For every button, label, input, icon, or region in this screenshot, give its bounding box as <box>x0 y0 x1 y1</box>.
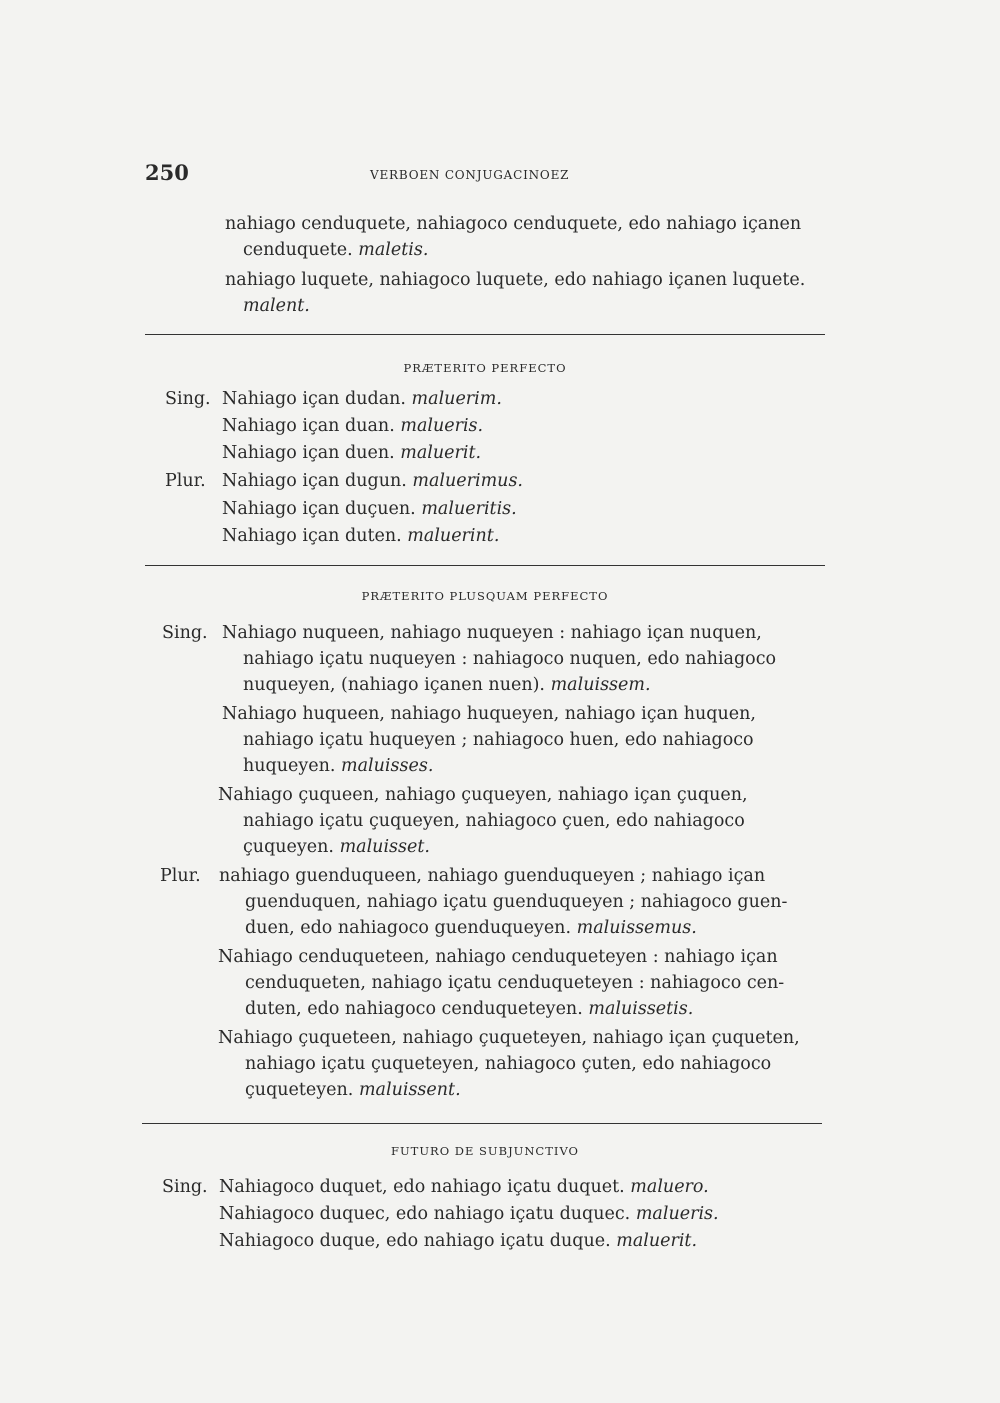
text-line: duten, edo nahiagoco cenduqueteyen. maluissetis. <box>245 999 694 1019</box>
plur-label: Plur. <box>165 471 206 491</box>
text-line: çuqueteyen. maluissent. <box>245 1080 461 1100</box>
running-title: VERBOEN CONJUGACINOEZ <box>370 168 570 182</box>
text-line: Nahiagoco duque, edo nahiago içatu duque. maluerit. <box>219 1231 698 1251</box>
section-divider <box>142 1123 822 1124</box>
sing-label: Sing. <box>165 389 211 409</box>
section-heading: PRÆTERITO PLUSQUAM PERFECTO <box>361 589 609 603</box>
text-line: guenduquen, nahiago içatu guenduqueyen ; nahiagoco guen- <box>245 892 788 912</box>
text-line: Nahiago içan duen. maluerit. <box>222 443 482 463</box>
section-heading: PRÆTERITO PERFECTO <box>403 361 567 375</box>
section-divider <box>145 565 825 566</box>
text-line: Nahiago çuqueen, nahiago çuqueyen, nahiago içan çuquen, <box>218 785 748 805</box>
text-line: huqueyen. maluisses. <box>243 756 434 776</box>
text-line: Nahiagoco duquec, edo nahiago içatu duquec. malueris. <box>219 1204 719 1224</box>
section-divider <box>145 334 825 335</box>
text-line: malent. <box>243 296 310 316</box>
sing-label: Sing. <box>162 623 208 643</box>
text-line: Nahiagoco duquet, edo nahiago içatu duquet. maluero. <box>219 1177 709 1197</box>
text-line: Nahiago cenduqueteen, nahiago cenduqueteyen : nahiago içan <box>218 947 778 967</box>
text-line: Nahiago nuqueen, nahiago nuqueyen : nahiago içan nuquen, <box>222 623 762 643</box>
text-line: nahiago luquete, nahiagoco luquete, edo nahiago içanen luquete. <box>225 270 806 290</box>
text-line: Nahiago çuqueteen, nahiago çuqueteyen, nahiago içan çuqueten, <box>218 1028 800 1048</box>
page-header <box>145 160 825 190</box>
text-line: cenduquete. maletis. <box>243 240 429 260</box>
page-number: 250 <box>145 160 189 185</box>
text-line: nahiago içatu nuqueyen : nahiagoco nuquen, edo nahiagoco <box>243 649 777 669</box>
text-line: Nahiago huqueen, nahiago huqueyen, nahiago içan huquen, <box>222 704 756 724</box>
text-line: nuqueyen, (nahiago içanen nuen). maluissem. <box>243 675 651 695</box>
text-line: nahiago içatu çuqueteyen, nahiagoco çuten, edo nahiagoco <box>245 1054 772 1074</box>
text-line: Nahiago içan duten. maluerint. <box>222 526 500 546</box>
sing-label: Sing. <box>162 1177 208 1197</box>
text-line: nahiago guenduqueen, nahiago guenduqueyen ; nahiago içan <box>219 866 766 886</box>
section-heading: FUTURO DE SUBJUNCTIVO <box>391 1144 579 1158</box>
text-line: Nahiago içan duan. malueris. <box>222 416 484 436</box>
text-line: duen, edo nahiagoco guenduqueyen. maluissemus. <box>245 918 697 938</box>
text-line: nahiago cenduquete, nahiagoco cenduquete, edo nahiago içanen <box>225 214 802 234</box>
text-line: nahiago içatu çuqueyen, nahiagoco çuen, edo nahiagoco <box>243 811 745 831</box>
text-line: cenduqueten, nahiago içatu cenduqueteyen : nahiagoco cen- <box>245 973 785 993</box>
plur-label: Plur. <box>160 866 201 886</box>
text-line: Nahiago içan dudan. maluerim. <box>222 389 502 409</box>
text-line: Nahiago içan duçuen. malueritis. <box>222 499 517 519</box>
text-line: nahiago içatu huqueyen ; nahiagoco huen, edo nahiagoco <box>243 730 754 750</box>
text-line: Nahiago içan dugun. maluerimus. <box>222 471 523 491</box>
text-line: çuqueyen. maluisset. <box>243 837 430 857</box>
